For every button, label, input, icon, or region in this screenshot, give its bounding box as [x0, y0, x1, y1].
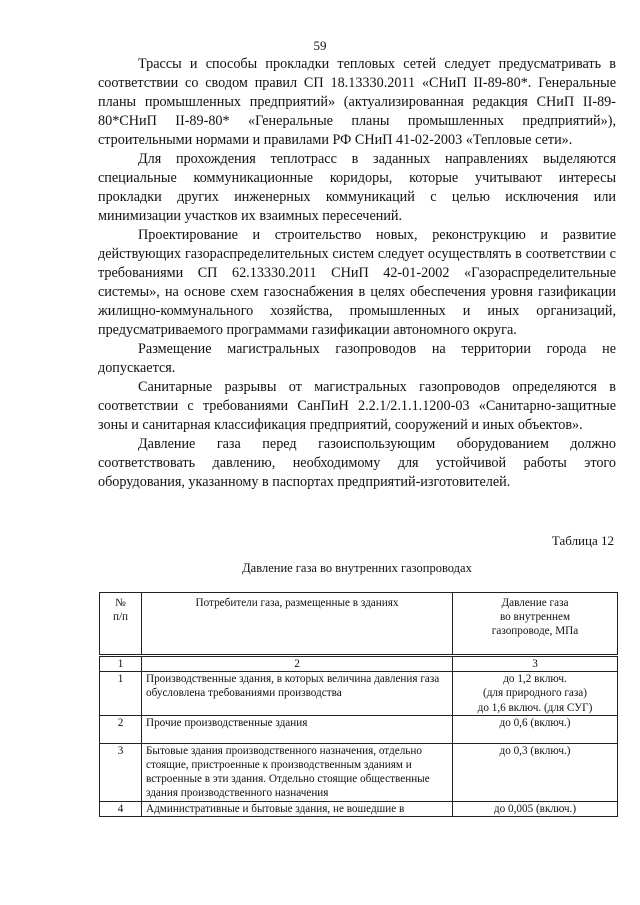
column-number: 1	[100, 656, 142, 672]
header-number: № п/п	[100, 593, 142, 656]
row-number: 2	[100, 715, 142, 743]
paragraph-heat-networks: Трассы и способы прокладки тепловых сетей следует предусматривать в соответствии со сводом правил СП 18.13330.2011 «СНиП II-89-80*. Генеральные планы промышленных предприятий» (актуализированная редакция СНиП II-89-80*СНиП II-89-80* «Генеральные планы промышленных предприятий»), строительными нормами и правилами РФ СНиП 41-02-2003 «Тепловые сети».	[98, 56, 616, 148]
body-text	[98, 55, 616, 492]
row-pressure: до 0,3 (включ.)	[453, 743, 618, 801]
gas-pressure-table	[99, 592, 618, 817]
row-pressure: до 1,2 включ. (для природного газа) до 1,6 включ. (для СУГ)	[453, 672, 618, 716]
column-number: 2	[142, 656, 453, 672]
table-title: Давление газа во внутренних газопроводах	[242, 561, 472, 575]
header-consumers: Потребители газа, размещенные в зданиях	[142, 593, 453, 656]
table-row	[100, 801, 618, 816]
row-number: 1	[100, 672, 142, 716]
table-row	[100, 715, 618, 743]
paragraph-sanitary-gaps: Санитарные разрывы от магистральных газопроводов определяются в соответствии с требованиями СанПиН 2.2.1/2.1.1.1200-03 «Санитарно-защитные зоны и санитарная классификация предприятий, сооружений и иных объектов».	[98, 379, 616, 433]
column-number: 3	[453, 656, 618, 672]
row-description: Бытовые здания производственного назначения, отдельно стоящие, пристроенные к производственным зданиям и встроенные в эти здания. Отдельно стоящие общественные здания производственного назначения	[142, 743, 453, 801]
row-pressure: до 0,005 (включ.)	[453, 801, 618, 816]
table-row	[100, 743, 618, 801]
row-description: Производственные здания, в которых величина давления газа обусловлена требованиями производства	[142, 672, 453, 716]
row-description: Административные и бытовые здания, не вошедшие в	[142, 801, 453, 816]
table-label: Таблица 12	[551, 533, 614, 548]
table-header-row	[100, 593, 618, 656]
table-row	[100, 672, 618, 716]
column-number-row	[100, 656, 618, 672]
paragraph-gas-pressure: Давление газа перед газоиспользующим оборудованием должно соответствовать давлению, необходимому для устойчивой работы этого оборудования, указанному в паспортах предприятий-изготовителей.	[98, 436, 616, 490]
paragraph-gas-systems: Проектирование и строительство новых, реконструкцию и развитие действующих газораспределительных систем следует осуществлять в соответствии с требованиями СП 62.13330.2011 СНиП 42-01-2002 «Газораспределительные системы», на основе схем газоснабжения в целях обеспечения уровня газификации жилищно-коммунального хозяйства, промышленных и иных организаций, предусматриваемого программами газификации автономного округа.	[98, 227, 616, 338]
row-pressure: до 0,6 (включ.)	[453, 715, 618, 743]
paragraph-trunk-pipelines: Размещение магистральных газопроводов на территории города не допускается.	[98, 341, 616, 376]
row-number: 4	[100, 801, 142, 816]
row-number: 3	[100, 743, 142, 801]
page-number: 59	[313, 38, 327, 53]
paragraph-corridors: Для прохождения теплотрасс в заданных направлениях выделяются специальные коммуникационные коридоры, которые учитывают интересы прокладки других инженерных коммуникаций с целью исключения или минимизации участков их взаимных пересечений.	[98, 151, 616, 224]
row-description: Прочие производственные здания	[142, 715, 453, 743]
header-pressure: Давление газа во внутреннем газопроводе, МПа	[453, 593, 618, 656]
